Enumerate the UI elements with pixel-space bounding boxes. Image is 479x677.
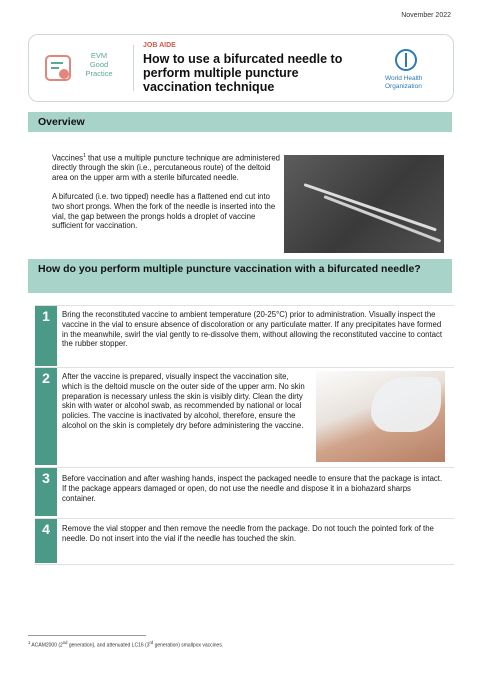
evm-logo-icon [45, 55, 71, 81]
step-divider [35, 564, 454, 565]
evm-logo-text: EVM Good Practice [85, 51, 113, 78]
overview-paragraph-2: A bifurcated (i.e. two tipped) needle has a flattened end cut into two short prongs. When the fork of the needle is inserted into the vial, the gap between the prongs holds a droplet of vaccine sufficient for vaccination. [52, 191, 276, 231]
document-date: November 2022 [401, 12, 451, 19]
step-number-3: 3 [35, 468, 57, 516]
step-divider [35, 518, 454, 519]
overview-paragraph-1: Vaccines$^1$ that use a multiple puncture technique are administered directly through the skin (i.e., percutaneous route) of the deltoid area on the upper arm with a sterile bifurcated needle. [52, 153, 281, 183]
step-divider [35, 467, 454, 468]
header-box [28, 34, 454, 102]
step-number-4: 4 [35, 519, 57, 563]
step-number-1: 1 [35, 306, 57, 366]
step-number-2: 2 [35, 368, 57, 465]
arm-inspection-photo [316, 371, 445, 462]
overview-heading: Overview [28, 112, 452, 132]
step-text-3: Before vaccination and after washing hands, inspect the packaged needle to ensure that the package is intact. If the package appears damaged or open, do not use the needle and dispose it in a biohazard sharps container. [62, 474, 443, 503]
footnote: $^1$ ACAM2000 (2nd generation), and attenuated LC16 (3rd generation) smallpox vaccines. [28, 640, 224, 649]
step-text-2: After the vaccine is prepared, visually inspect the vaccination site, which is the deltoid muscle on the outer side of the upper arm. No skin preparation is necessary unless the skin is visibly dirty. Clean the dirty skin with water or alcohol swab, as recommended by national or local policies. The vaccine is inactivated by alcohol, therefore, ensure the alcohol on the skin is completely dry before administering the vaccine. [62, 372, 305, 430]
step-divider [35, 305, 454, 306]
header-divider [133, 45, 134, 91]
bifurcated-needle-photo [284, 155, 444, 253]
page-title: How to use a bifurcated needle to perform multiple puncture vaccination technique [143, 52, 343, 94]
job-aide-label: JOB AIDE [143, 42, 176, 49]
step-text-1: Bring the reconstituted vaccine to ambient temperature (20-25°C) prior to administration. Visually inspect the vaccine in the vial to ensure absence of discoloration or any particulate matter. If any precipitates have formed in the meanwhile, swirl the vial gently to re-dissolve them, without allowing the reconstituted vaccine to contact the rubber stopper. [62, 310, 443, 349]
who-emblem-icon [395, 49, 417, 71]
footnote-divider [28, 635, 146, 636]
step-divider [35, 367, 454, 368]
step-text-4: Remove the vial stopper and then remove the needle from the package. Do not touch the pointed fork of the needle. Do not insert into the vial if the needle has touched the skin. [62, 524, 434, 543]
who-logo-text: World Health Organization [385, 75, 423, 90]
overview-text [52, 152, 282, 240]
how-heading: How do you perform multiple puncture vaccination with a bifurcated needle? [28, 259, 452, 293]
